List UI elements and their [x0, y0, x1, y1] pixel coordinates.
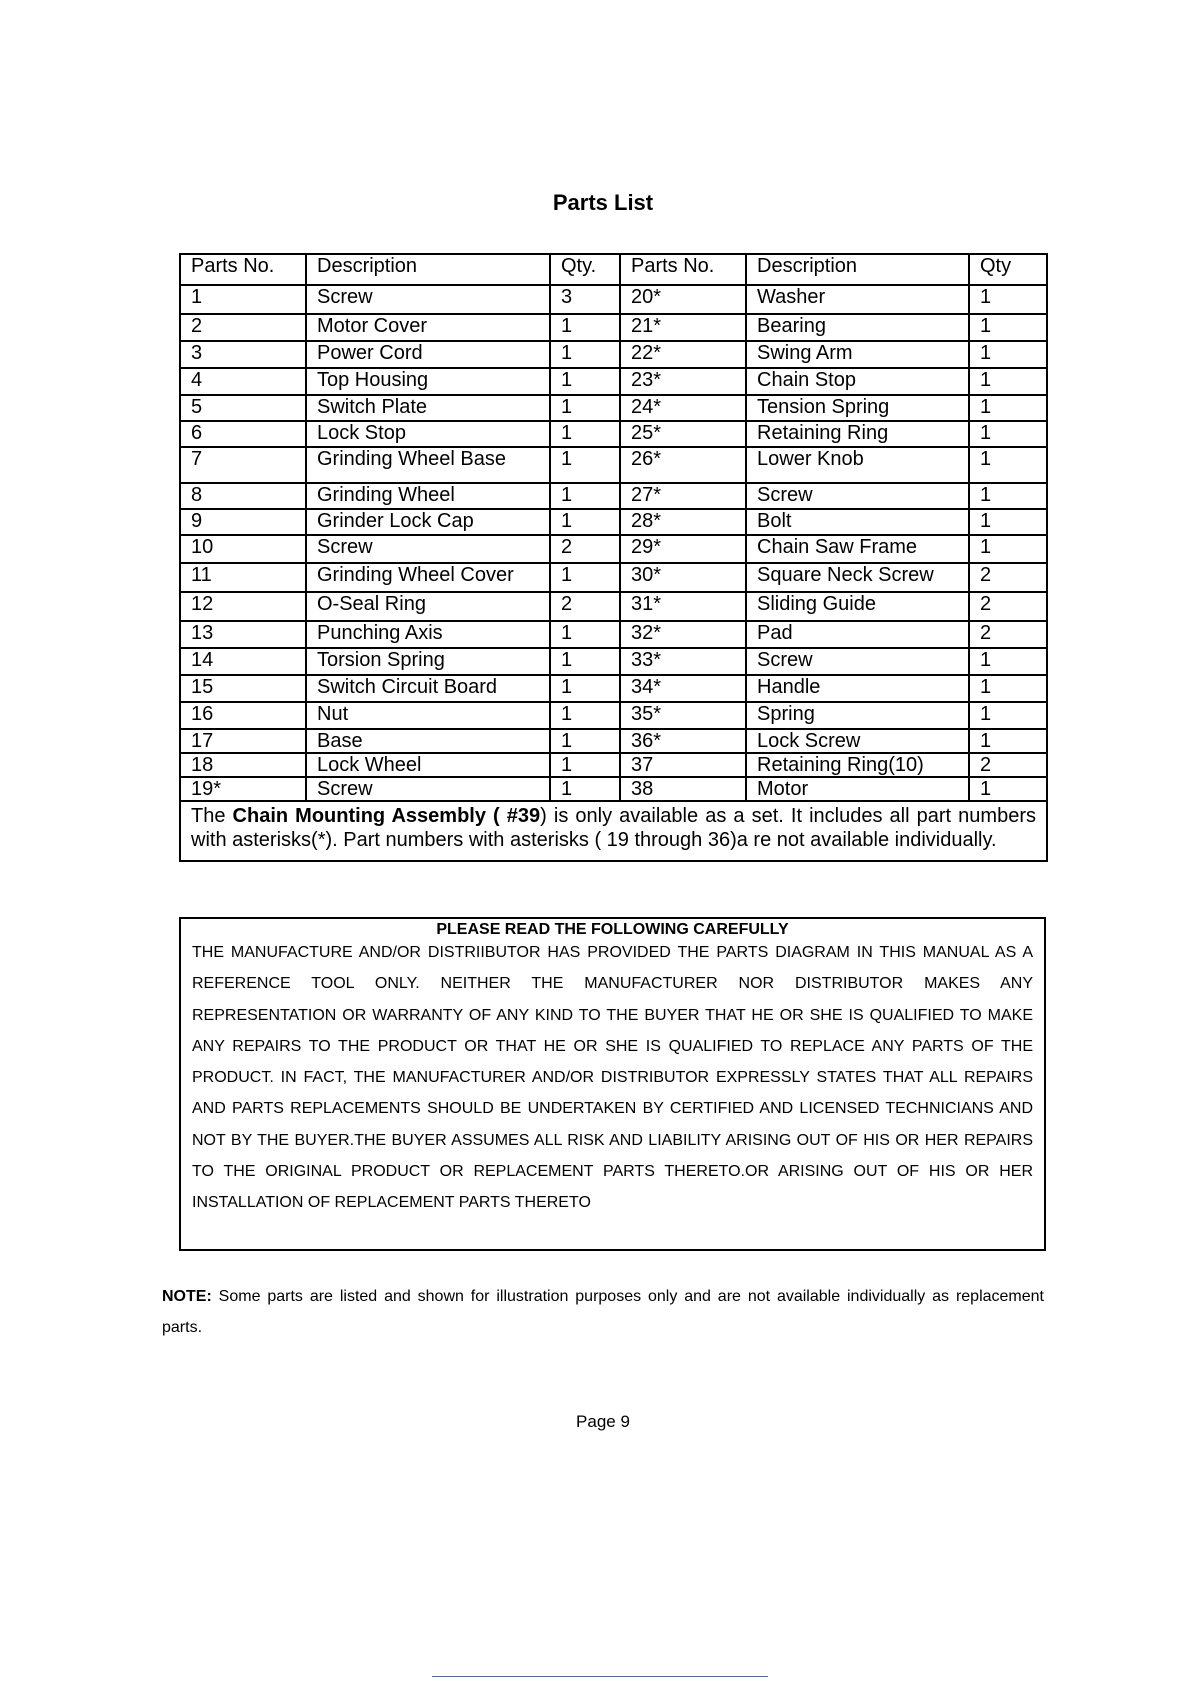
- quantity-cell: 2: [969, 753, 1047, 777]
- description-cell: Sliding Guide: [746, 592, 969, 621]
- assembly-note-row: [180, 801, 1047, 861]
- quantity-cell: 1: [550, 702, 620, 729]
- part-number-cell: 26*: [620, 447, 746, 483]
- quantity-cell: 1: [550, 753, 620, 777]
- part-number-cell: 11: [180, 563, 306, 592]
- table-row: [180, 285, 1047, 314]
- description-cell: Top Housing: [306, 368, 550, 395]
- quantity-cell: 1: [969, 285, 1047, 314]
- table-row: [180, 483, 1047, 509]
- part-number-cell: 22*: [620, 341, 746, 368]
- description-cell: Retaining Ring(10): [746, 753, 969, 777]
- quantity-cell: 1: [550, 447, 620, 483]
- quantity-cell: 1: [969, 341, 1047, 368]
- part-number-cell: 2: [180, 314, 306, 341]
- quantity-cell: 1: [550, 509, 620, 535]
- part-number-cell: 20*: [620, 285, 746, 314]
- part-number-cell: 1: [180, 285, 306, 314]
- table-row: [180, 675, 1047, 702]
- part-number-cell: 21*: [620, 314, 746, 341]
- description-cell: Lock Wheel: [306, 753, 550, 777]
- quantity-cell: 1: [969, 395, 1047, 421]
- quantity-cell: 2: [969, 621, 1047, 648]
- description-cell: Screw: [306, 777, 550, 801]
- table-row: [180, 509, 1047, 535]
- description-cell: Lock Screw: [746, 729, 969, 753]
- header-cell: Description: [746, 254, 969, 285]
- description-cell: Screw: [746, 483, 969, 509]
- part-number-cell: 29*: [620, 535, 746, 563]
- table-row: [180, 341, 1047, 368]
- table-header-row: [180, 254, 1047, 285]
- table-row: [180, 563, 1047, 592]
- quantity-cell: 1: [969, 729, 1047, 753]
- quantity-cell: 1: [550, 675, 620, 702]
- description-cell: Motor Cover: [306, 314, 550, 341]
- quantity-cell: 2: [969, 592, 1047, 621]
- quantity-cell: 2: [550, 592, 620, 621]
- quantity-cell: 1: [550, 341, 620, 368]
- description-cell: Chain Stop: [746, 368, 969, 395]
- table-row: [180, 395, 1047, 421]
- table-row: [180, 621, 1047, 648]
- quantity-cell: 1: [969, 483, 1047, 509]
- part-number-cell: 32*: [620, 621, 746, 648]
- description-cell: Grinding Wheel: [306, 483, 550, 509]
- description-cell: Switch Circuit Board: [306, 675, 550, 702]
- header-cell: Qty.: [550, 254, 620, 285]
- quantity-cell: 2: [969, 563, 1047, 592]
- quantity-cell: 1: [550, 421, 620, 447]
- description-cell: Handle: [746, 675, 969, 702]
- quantity-cell: 1: [969, 509, 1047, 535]
- part-number-cell: 18: [180, 753, 306, 777]
- part-number-cell: 17: [180, 729, 306, 753]
- description-cell: Grinding Wheel Base: [306, 447, 550, 483]
- table-row: [180, 314, 1047, 341]
- notice-heading: PLEASE READ THE FOLLOWING CAREFULLY: [436, 921, 789, 938]
- quantity-cell: 1: [550, 563, 620, 592]
- header-cell: Parts No.: [620, 254, 746, 285]
- part-number-cell: 7: [180, 447, 306, 483]
- table-row: [180, 368, 1047, 395]
- description-cell: O-Seal Ring: [306, 592, 550, 621]
- table-row: [180, 753, 1047, 777]
- header-cell: Qty: [969, 254, 1047, 285]
- description-cell: Bearing: [746, 314, 969, 341]
- assembly-note-bold: Chain Mounting Assembly ( #39: [232, 805, 541, 827]
- quantity-cell: 2: [550, 535, 620, 563]
- quantity-cell: 1: [969, 675, 1047, 702]
- assembly-note-prefix: The: [191, 805, 233, 827]
- quantity-cell: 1: [550, 729, 620, 753]
- description-cell: Power Cord: [306, 341, 550, 368]
- table-row: [180, 777, 1047, 801]
- table-row: [180, 447, 1047, 483]
- part-number-cell: 15: [180, 675, 306, 702]
- part-number-cell: 12: [180, 592, 306, 621]
- description-cell: Chain Saw Frame: [746, 535, 969, 563]
- parts-table: [179, 253, 1048, 862]
- description-cell: Punching Axis: [306, 621, 550, 648]
- assembly-note-suffix: ) is only available as a set. It includes all part numbers with asterisks(*). Part numbers with asterisks ( 19 through 36)a re not available individually.: [191, 805, 1036, 851]
- description-cell: Screw: [746, 648, 969, 675]
- page-number: Page 9: [576, 1412, 630, 1431]
- part-number-cell: 16: [180, 702, 306, 729]
- part-number-cell: 8: [180, 483, 306, 509]
- quantity-cell: 1: [550, 314, 620, 341]
- description-cell: Nut: [306, 702, 550, 729]
- description-cell: Lower Knob: [746, 447, 969, 483]
- quantity-cell: 1: [550, 483, 620, 509]
- description-cell: Screw: [306, 285, 550, 314]
- footnote-label: NOTE:: [162, 1288, 212, 1305]
- part-number-cell: 24*: [620, 395, 746, 421]
- page-title: Parts List: [552, 190, 654, 215]
- part-number-cell: 9: [180, 509, 306, 535]
- table-row: [180, 702, 1047, 729]
- bottom-rule: [432, 1676, 768, 1677]
- quantity-cell: 1: [550, 777, 620, 801]
- part-number-cell: 25*: [620, 421, 746, 447]
- part-number-cell: 27*: [620, 483, 746, 509]
- part-number-cell: 14: [180, 648, 306, 675]
- table-row: [180, 535, 1047, 563]
- description-cell: Lock Stop: [306, 421, 550, 447]
- part-number-cell: 6: [180, 421, 306, 447]
- quantity-cell: 3: [550, 285, 620, 314]
- table-row: [180, 729, 1047, 753]
- part-number-cell: 3: [180, 341, 306, 368]
- description-cell: Spring: [746, 702, 969, 729]
- part-number-cell: 30*: [620, 563, 746, 592]
- quantity-cell: 1: [550, 621, 620, 648]
- part-number-cell: 5: [180, 395, 306, 421]
- part-number-cell: 10: [180, 535, 306, 563]
- quantity-cell: 1: [969, 421, 1047, 447]
- table-row: [180, 421, 1047, 447]
- description-cell: Washer: [746, 285, 969, 314]
- part-number-cell: 35*: [620, 702, 746, 729]
- description-cell: Grinding Wheel Cover: [306, 563, 550, 592]
- assembly-note: [180, 801, 1047, 861]
- description-cell: Base: [306, 729, 550, 753]
- description-cell: Screw: [306, 535, 550, 563]
- part-number-cell: 38: [620, 777, 746, 801]
- quantity-cell: 1: [550, 648, 620, 675]
- description-cell: Pad: [746, 621, 969, 648]
- quantity-cell: 1: [550, 395, 620, 421]
- description-cell: Retaining Ring: [746, 421, 969, 447]
- description-cell: Grinder Lock Cap: [306, 509, 550, 535]
- quantity-cell: 1: [969, 702, 1047, 729]
- quantity-cell: 1: [969, 314, 1047, 341]
- table-row: [180, 648, 1047, 675]
- parts-table-body: [180, 254, 1047, 861]
- quantity-cell: 1: [969, 447, 1047, 483]
- part-number-cell: 36*: [620, 729, 746, 753]
- description-cell: Switch Plate: [306, 395, 550, 421]
- quantity-cell: 1: [969, 535, 1047, 563]
- header-cell: Description: [306, 254, 550, 285]
- quantity-cell: 1: [969, 648, 1047, 675]
- quantity-cell: 1: [969, 777, 1047, 801]
- part-number-cell: 19*: [180, 777, 306, 801]
- quantity-cell: 1: [550, 368, 620, 395]
- part-number-cell: 37: [620, 753, 746, 777]
- footnote-text: Some parts are listed and shown for illustration purposes only and are not available individually as replacement parts.: [162, 1288, 1044, 1336]
- footnote: [162, 1281, 1044, 1343]
- part-number-cell: 33*: [620, 648, 746, 675]
- part-number-cell: 4: [180, 368, 306, 395]
- part-number-cell: 28*: [620, 509, 746, 535]
- description-cell: Tension Spring: [746, 395, 969, 421]
- notice-box: [179, 917, 1046, 1251]
- part-number-cell: 13: [180, 621, 306, 648]
- table-row: [180, 592, 1047, 621]
- description-cell: Swing Arm: [746, 341, 969, 368]
- description-cell: Torsion Spring: [306, 648, 550, 675]
- part-number-cell: 34*: [620, 675, 746, 702]
- description-cell: Square Neck Screw: [746, 563, 969, 592]
- description-cell: Bolt: [746, 509, 969, 535]
- header-cell: Parts No.: [180, 254, 306, 285]
- part-number-cell: 31*: [620, 592, 746, 621]
- part-number-cell: 23*: [620, 368, 746, 395]
- description-cell: Motor: [746, 777, 969, 801]
- notice-body: THE MANUFACTURE AND/OR DISTRIIBUTOR HAS PROVIDED THE PARTS DIAGRAM IN THIS MANUAL AS A REFERENCE TOOL ONLY. NEITHER THE MANUFACTURER NOR DISTRIBUTOR MAKES ANY REPRESENTATION OR WARRANTY OF ANY KIND TO THE BUYER THAT HE OR SHE IS QUALIFIED TO MAKE ANY REPAIRS TO THE PRODUCT OR THAT HE OR SHE IS QUALIFIED TO REPLACE ANY PARTS OF THE PRODUCT. IN FACT, THE MANUFACTURER AND/OR DISTRIBUTOR EXPRESSLY STATES THAT ALL REPAIRS AND PARTS REPLACEMENTS SHOULD BE UNDERTAKEN BY CERTIFIED AND LICENSED TECHNICIANS AND NOT BY THE BUYER.THE BUYER ASSUMES ALL RISK AND LIABILITY ARISING OUT OF HIS OR HER REPAIRS TO THE ORIGINAL PRODUCT OR REPLACEMENT PARTS THERETO.OR ARISING OUT OF HIS OR HER INSTALLATION OF REPLACEMENT PARTS THERETO: [192, 944, 1033, 1212]
- quantity-cell: 1: [969, 368, 1047, 395]
